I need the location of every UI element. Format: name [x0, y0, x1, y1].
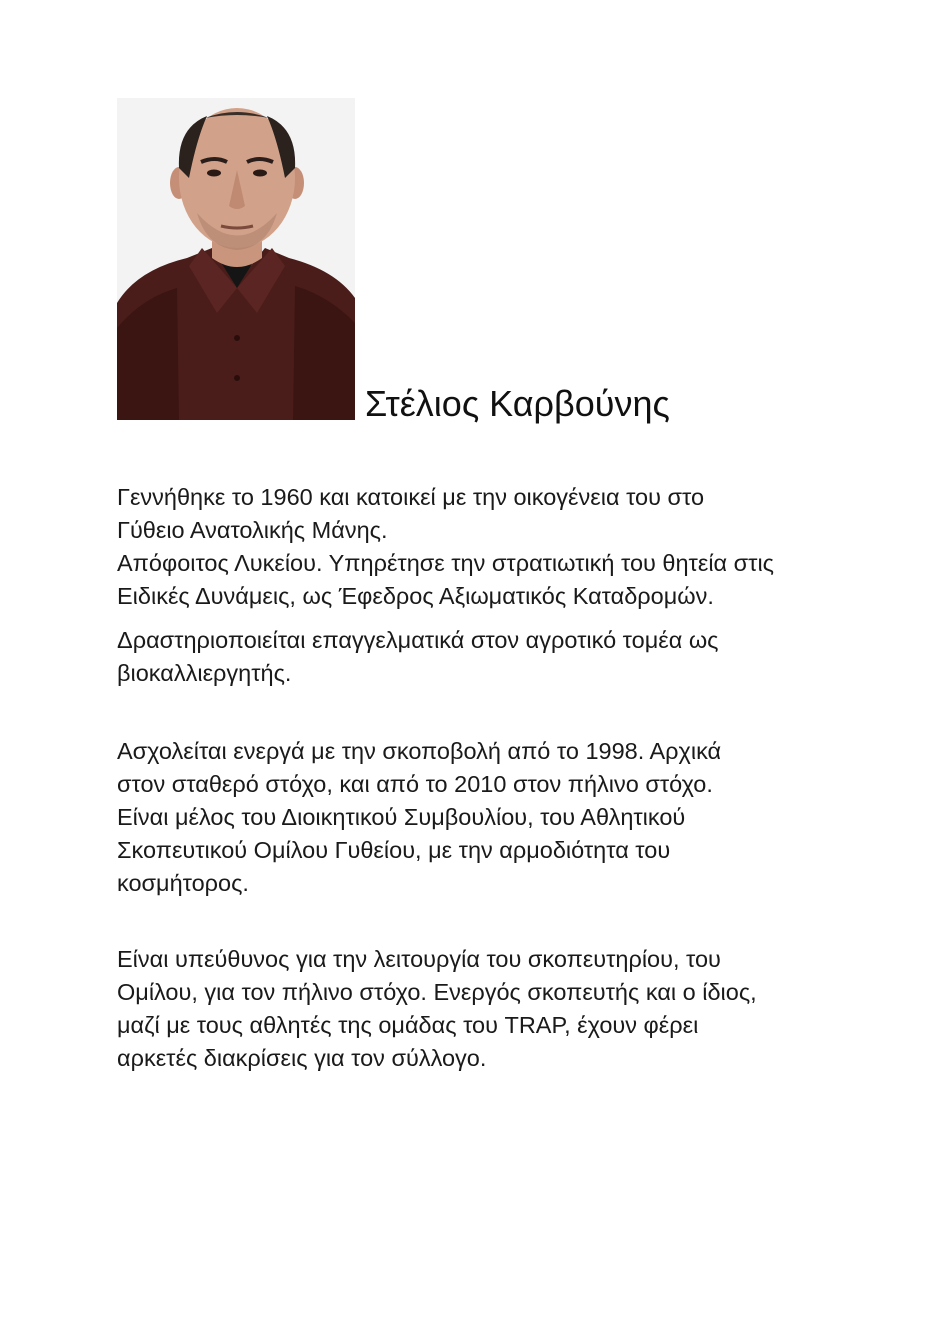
paragraph-shooting — [117, 735, 721, 900]
text-line: στον σταθερό στόχο, και από το 2010 στον πήλινο στόχο. — [117, 771, 713, 797]
text-line: Απόφοιτος Λυκείου. Υπηρέτησε την στρατιωτική του θητεία στις — [117, 550, 774, 576]
text-line: μαζί με τους αθλητές της ομάδας του TRAP, έχουν φέρει — [117, 1012, 699, 1038]
text-line: Σκοπευτικού Ομίλου Γυθείου, με την αρμοδιότητα του — [117, 837, 671, 863]
text-line: Είναι μέλος του Διοικητικού Συμβουλίου, του Αθλητικού — [117, 804, 686, 830]
text-line: Ασχολείται ενεργά με την σκοποβολή από το 1998. Αρχικά — [117, 738, 722, 764]
text-line: Ειδικές Δυνάμεις, ως Έφεδρος Αξιωματικός Καταδρομών. — [117, 583, 714, 609]
text-line: Γύθειο Ανατολικής Μάνης. — [117, 517, 388, 543]
paragraph-occupation — [117, 624, 719, 690]
person-portrait-photo — [117, 98, 355, 420]
text-line: Είναι υπεύθυνος για την λειτουργία του σκοπευτηρίου, του — [117, 946, 721, 972]
person-portrait-icon — [117, 98, 355, 420]
paragraph-birth-education — [117, 481, 774, 613]
text-line: αρκετές διακρίσεις για τον σύλλογο. — [117, 1045, 487, 1071]
paragraph-range-responsibility — [117, 943, 757, 1075]
person-name: Στέλιος Καρβούνης — [365, 383, 670, 424]
text-line: κοσμήτορος. — [117, 870, 249, 896]
text-line: Δραστηριοποιείται επαγγελματικά στον αγροτικό τομέα ως — [117, 627, 719, 653]
text-line: Γεννήθηκε το 1960 και κατοικεί με την οικογένεια του στο — [117, 484, 705, 510]
text-line: βιοκαλλιεργητής. — [117, 660, 292, 686]
text-line: Ομίλου, για τον πήλινο στόχο. Ενεργός σκοπευτής και ο ίδιος, — [117, 979, 757, 1005]
